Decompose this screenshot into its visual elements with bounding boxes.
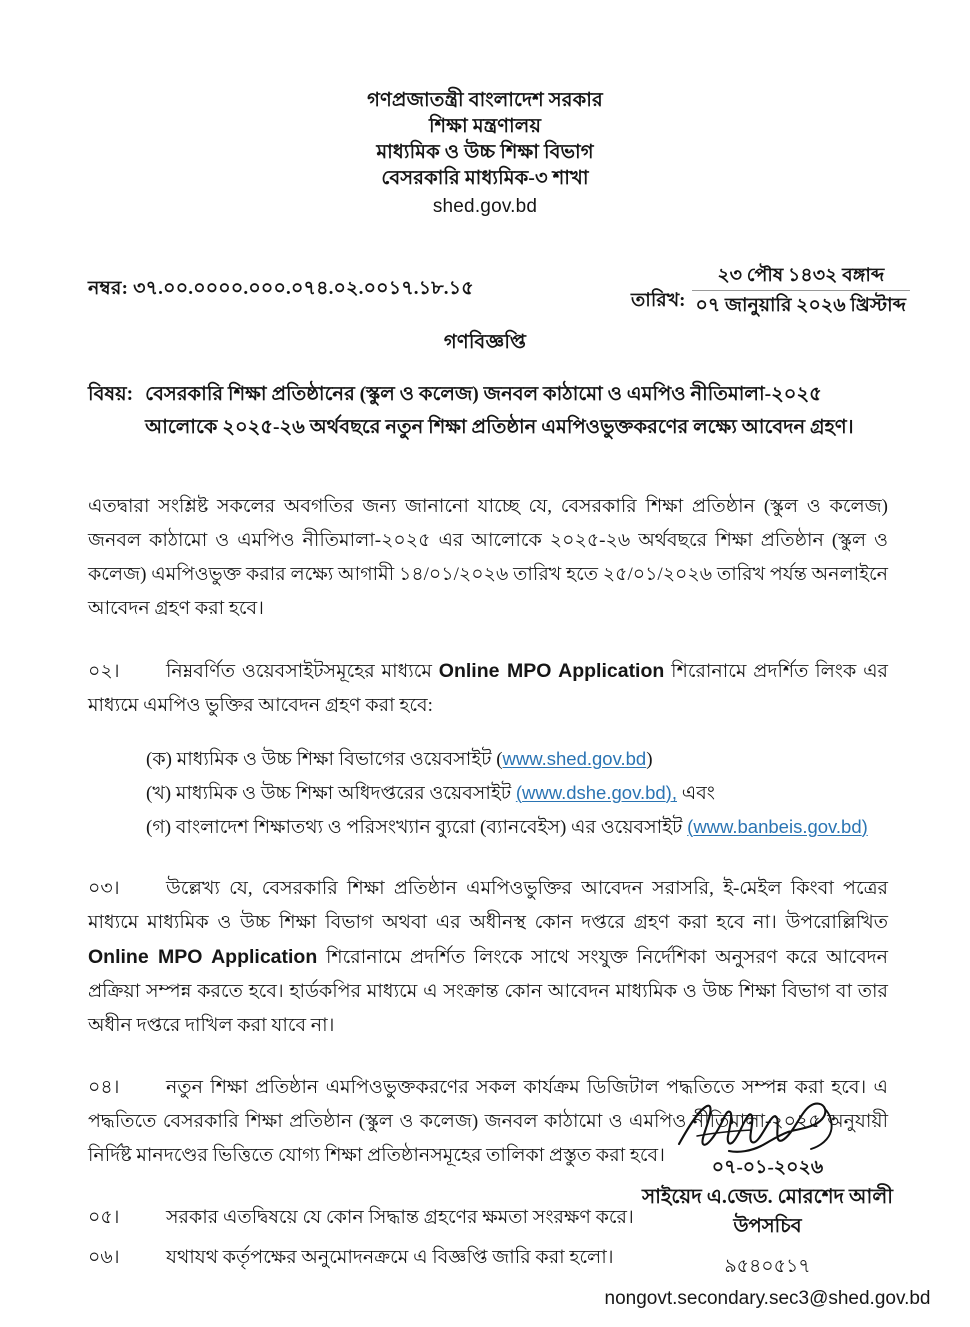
paragraph-02-text-a: নিম্নবর্ণিত ওয়েবসাইটসমূহের মাধ্যমে [166, 661, 432, 682]
ministry-name: শিক্ষা মন্ত্রণালয় [428, 116, 542, 137]
date-label: তারিখ: [631, 289, 686, 311]
link-paren-close-ka: ) [646, 749, 653, 770]
paragraph-04-text: নতুন শিক্ষা প্রতিষ্ঠান এমপিওভুক্তকরণের সকল কার্যক্রম ডিজিটাল পদ্ধতিতে সম্পন্ন করা হবে। এ পদ্ধতিতে বেসরকারি শিক্ষা প্রতিষ্ঠান (স্কুল ও কলেজ) জনবল কাঠামো ও এমপিও নীতিমালা-২০২৫ অনুযায়ী নির্দিষ্ট মানদণ্ডের ভিত্তিতে যোগ্য শিক্ষা প্রতিষ্ঠানসমূহের তালিকা প্রস্তুত করা হবে। [88, 1077, 888, 1166]
signatory-email: nongovt.secondary.sec3@shed.gov.bd [604, 1288, 931, 1309]
signature-date: ০৭-০১-২০২৬ [711, 1157, 824, 1178]
date-block [631, 262, 910, 319]
paragraph-02 [88, 654, 888, 723]
paragraph-intro: এতদ্বারা সংশ্লিষ্ট সকলের অবগতির জন্য জানানো যাচ্ছে যে, বেসরকারি শিক্ষা প্রতিষ্ঠান (স্কুল ও কলেজ) জনবল কাঠামো ও এমপিও নীতিমালা-২০২৫ এর আলোকে ২০২৫-২৬ অর্থবছরে শিক্ষা প্রতিষ্ঠান (স্কুল ও কলেজ) এমপিওভুক্ত করার লক্ষ্যে আগামী ১৪/০১/২০২৬ তারিখ হতে ২৫/০১/২০২৬ তারিখ পর্যন্ত অনলাইনে আবেদন গ্রহণ করা হবে। [88, 496, 888, 619]
signatory-name: সাইয়েদ এ.জেড. মোরশেদ আলী [641, 1186, 894, 1208]
signatory-phone: ৯৫৪০৫১৭ [724, 1256, 811, 1277]
branch-name: বেসরকারি মাধ্যমিক-৩ শাখা [381, 168, 589, 189]
signatory-designation: উপসচিব [733, 1216, 802, 1237]
online-mpo-application-label-2: Online MPO Application [88, 946, 318, 968]
list-item [146, 776, 888, 810]
division-name: মাধ্যমিক ও উচ্চ শিক্ষা বিভাগ [376, 142, 594, 163]
paragraph-05-text: সরকার এতদ্বিষয়ে যে কোন সিদ্ধান্ত গ্রহণের ক্ষমতা সংরক্ষণ করে। [166, 1207, 634, 1228]
date-gregorian: ০৭ জানুয়ারি ২০২৬ খ্রিস্টাব্দ [695, 295, 906, 316]
link-desc-ga: বাংলাদেশ শিক্ষাতথ্য ও পরিসংখ্যান ব্যুরো (ব্যানবেইস) এর ওয়েবসাইট [175, 817, 683, 838]
memo-number-value: ৩৭.০০.০০০০.০০০.০৭৪.০২.০০১৭.১৮.১৫ [133, 278, 474, 299]
subject-line [88, 378, 882, 444]
paragraph-03-number: ০৩। [88, 878, 120, 899]
link-suffix-kha: এবং [681, 783, 715, 804]
signature-block [575, 1096, 960, 1314]
paragraph-03 [88, 872, 888, 1043]
online-mpo-application-label-1: Online MPO Application [438, 660, 665, 682]
link-shed-gov-bd[interactable]: www.shed.gov.bd [502, 748, 647, 769]
paragraph-02-number: ০২। [88, 661, 120, 682]
paragraph-03-text-a: উল্লেখ্য যে, বেসরকারি শিক্ষা প্রতিষ্ঠান এমপিওভুক্তির আবেদন সরাসরি, ই-মেইল কিংবা পত্রের মাধ্যমে মাধ্যমিক ও উচ্চ শিক্ষা বিভাগ অথবা এর অধীনস্থ কোন দপ্তরে গ্রহণ করা হবে না। উপরোল্লিখিত [88, 878, 888, 933]
paragraph-06-text: যথাযথ কর্তৃপক্ষের অনুমোদনক্রমে এ বিজ্ঞপ্তি জারি করা হলো। [166, 1247, 614, 1268]
link-desc-kha: মাধ্যমিক ও উচ্চ শিক্ষা অধিদপ্তরের ওয়েবসাইট [175, 783, 512, 804]
memo-number [88, 274, 474, 306]
link-paren-open-ga: ( [687, 816, 694, 837]
paragraph-02-text-b: শিরোনামে প্রদর্শিত লিংক এর মাধ্যমে এমপিও ভুক্তির আবেদন গ্রহণ করা হবে: [88, 661, 888, 716]
link-banbeis-gov-bd[interactable] [687, 816, 868, 837]
paragraph-05-number: ০৫। [88, 1207, 120, 1228]
link-paren-close-kha: ), [665, 782, 677, 803]
department-website: shed.gov.bd [432, 196, 538, 217]
date-divider [692, 290, 910, 291]
website-link-list [146, 742, 888, 844]
link-dshe-gov-bd[interactable] [516, 782, 677, 803]
date-bangla: ২৩ পৌষ ১৪৩২ বঙ্গাব্দ [717, 265, 885, 286]
link-banbeis-url: www.banbeis.gov.bd [693, 816, 862, 837]
paragraph-06-number: ০৬। [88, 1247, 120, 1268]
paragraph-04-number: ০৪। [88, 1077, 120, 1098]
link-dshe-url: www.dshe.gov.bd [522, 782, 666, 803]
list-item [146, 810, 888, 844]
subject-label: বিষয়: [88, 384, 134, 405]
paragraph-03-text-b: শিরোনামে প্রদর্শিত লিংকে সাথে সংযুক্ত নির্দেশিকা অনুসরণ করে আবেদন প্রক্রিয়া সম্পন্ন করতে হবে। হার্ডকপির মাধ্যমে এ সংক্রান্ত কোন আবেদন মাধ্যমিক ও উচ্চ শিক্ষা বিভাগ বা তার অধীন দপ্তরে দাখিল করা যাবে না। [88, 947, 889, 1036]
letterhead [0, 0, 970, 222]
memo-number-label: নম্বর: [88, 278, 129, 299]
page-title: গণবিজ্ঞপ্তি [443, 332, 527, 353]
link-paren-open-kha: ( [515, 782, 523, 803]
link-paren-close-ga: ) [861, 816, 868, 837]
link-marker-ga: (গ) [146, 817, 172, 838]
memo-line [0, 260, 970, 320]
link-marker-kha: (খ) [146, 783, 172, 804]
link-marker-ka: (ক) [146, 749, 172, 770]
subject-text: বেসরকারি শিক্ষা প্রতিষ্ঠানের (স্কুল ও কলেজ) জনবল কাঠামো ও এমপিও নীতিমালা-২০২৫ আলোকে ২০২৫-২৬ অর্থবছরে নতুন শিক্ষা প্রতিষ্ঠান এমপিওভুক্তকরণের লক্ষ্যে আবেদন গ্রহণ। [145, 384, 854, 438]
link-paren-open-ka: ( [496, 749, 503, 770]
handwritten-signature-icon [673, 1096, 863, 1158]
list-item [146, 742, 888, 776]
date-stack [692, 262, 910, 319]
govt-name: গণপ্রজাতন্ত্রী বাংলাদেশ সরকার [367, 90, 603, 111]
link-desc-ka: মাধ্যমিক ও উচ্চ শিক্ষা বিভাগের ওয়েবসাইট [176, 749, 492, 770]
